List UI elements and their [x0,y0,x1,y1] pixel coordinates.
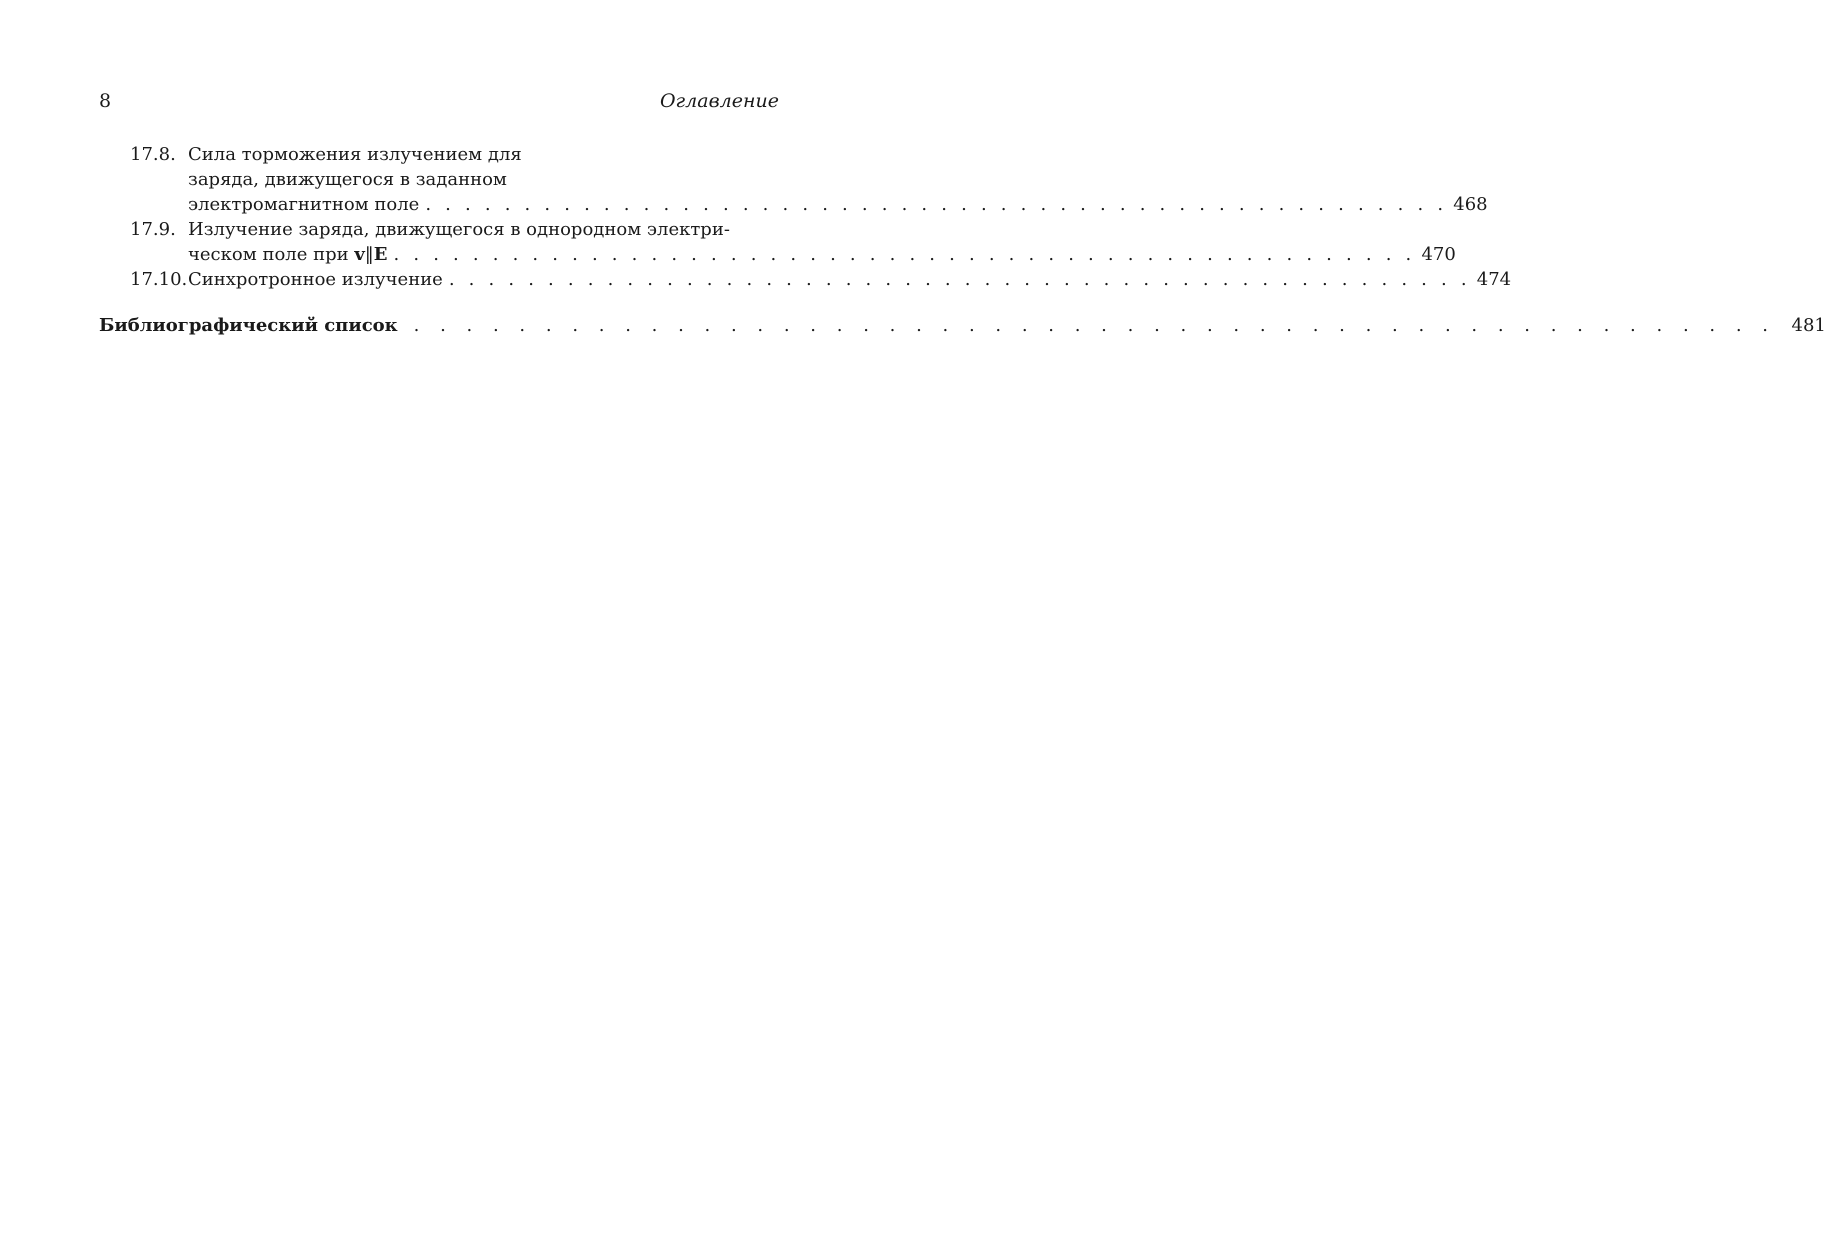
toc-entry-17-8[interactable] [99,142,1488,217]
toc-entry-page: 468 [1453,194,1488,215]
toc-entry-number: 17.10. [130,269,188,290]
toc-entry-page: 470 [1421,244,1456,265]
dot-leader: . . . . . . . . . . . . . . . . . . . . . . . . . . . . . . . . . . . . . . . . . . . . . . . . . . . . [448,269,1471,290]
bibliography-page: 481 [1791,315,1826,336]
toc-entry-number: 17.8. [130,144,176,165]
toc-entry-title-line [188,242,388,267]
toc-entry-page: 474 [1476,269,1512,290]
toc-entry-text: ческом поле при [188,244,355,265]
toc-entry-17-10[interactable] [99,267,1512,292]
dot-leader: . . . . . . . . . . . . . . . . . . . . . . . . . . . . . . . . . . . . . . . . . . . . . . . . . . . . [425,194,1448,215]
toc-entry-17-9[interactable] [99,217,1456,267]
toc-entry-title-line: Излучение заряда, движущегося в однородном электри- [188,219,730,240]
dot-leader: . . . . . . . . . . . . . . . . . . . . . . . . . . . . . . . . . . . . . . . . . . . . . . . . . . . . [393,244,1416,265]
running-head: Оглавление [659,90,779,112]
toc-entry-bibliography[interactable] [99,315,1826,336]
toc-entry-title-line: Синхротронное излучение [188,269,443,290]
toc-entry-title-line: Сила торможения излучением для [188,144,522,165]
page-number: 8 [99,90,112,112]
toc-entry-title-line: электромагнитном поле [188,194,420,215]
dot-leader: . . . . . . . . . . . . . . . . . . . . . . . . . . . . . . . . . . . . . . . . . . . . . . . . . . . . [413,315,1776,336]
bibliography-title: Библиографический список [99,315,398,336]
toc-entry-number: 17.9. [130,219,176,240]
toc-entry-title-line: заряда, движущегося в заданном [188,169,507,190]
vector-v-symbol: v [354,244,365,265]
table-of-contents [99,142,1512,292]
parallel-symbol: ‖ [364,244,374,265]
vector-e-symbol: E [373,244,388,265]
